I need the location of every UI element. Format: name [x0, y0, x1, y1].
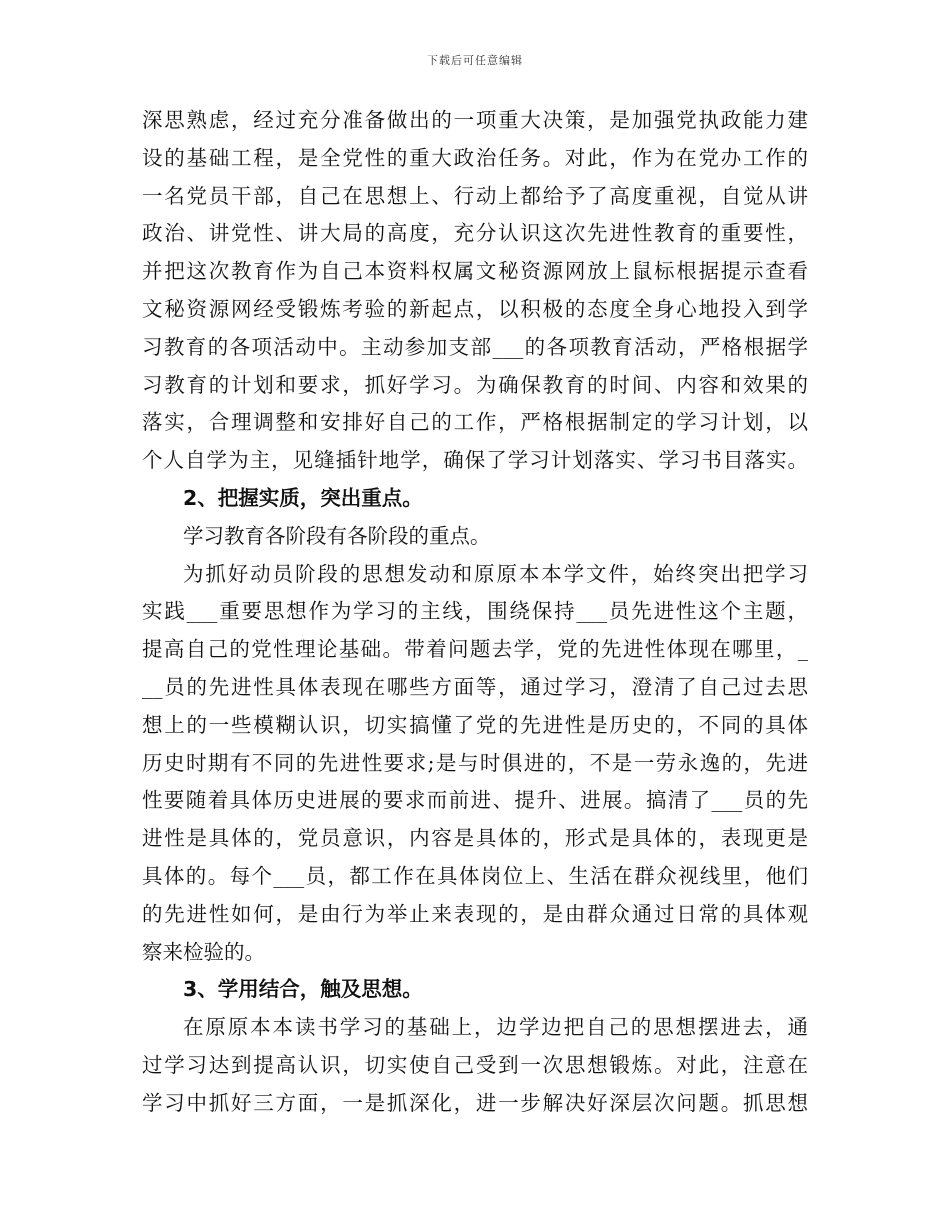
- paragraph-4: [142, 1009, 808, 1122]
- text-line: 文秘资源网经受锻炼考验的新起点，以积极的态度全身心地投入到学: [142, 296, 808, 321]
- text-line: 历史时期有不同的先进性要求;是与时俱进的，不是一劳永逸的，先进: [142, 750, 808, 775]
- section-heading-2: 2、把握实质，突出重点。: [183, 485, 423, 510]
- text-line: 实践___重要思想作为学习的主线，围绕保持___员先进性这个主题，: [142, 599, 808, 624]
- text-line: 具体的。每个___员，都工作在具体岗位上、生活在群众视线里，他们: [142, 863, 808, 888]
- paragraph-1: [142, 102, 808, 480]
- text-line: 想上的一些模糊认识，切实搞懂了党的先进性是历史的，不同的具体: [142, 712, 808, 737]
- text-line: 学习中抓好三方面，一是抓深化，进一步解决好深层次问题。抓思想: [142, 1090, 808, 1115]
- text-line: 为抓好动员阶段的思想发动和原原本本学文件，始终突出把学习: [183, 561, 808, 586]
- text-line: 习教育的计划和要求，抓好学习。为确保教育的时间、内容和效果的: [142, 372, 808, 397]
- text-line: 深思熟虑，经过充分准备做出的一项重大决策，是加强党执政能力建: [142, 108, 808, 132]
- text-line: 设的基础工程，是全党性的重大政治任务。对此，作为在党办工作的: [142, 145, 808, 170]
- text-line: 进性是具体的，党员意识，内容是具体的，形式是具体的，表现更是: [142, 826, 808, 851]
- section-heading-3: 3、学用结合，触及思想。: [183, 977, 423, 1002]
- text-line: 察来检验的。: [142, 939, 265, 964]
- text-line: 性要随着具体历史进展的要求而前进、提升、进展。搞清了___员的先: [142, 788, 808, 813]
- text-line: __员的先进性具体表现在哪些方面等，通过学习，澄清了自己过去思: [142, 674, 808, 699]
- text-line: 并把这次教育作为自己本资料权属文秘资源网放上鼠标根据提示查看: [142, 259, 808, 284]
- text-line: 落实，合理调整和安排好自己的工作，严格根据制定的学习计划，以: [142, 410, 808, 435]
- text-line: 过学习达到提高认识，切实使自己受到一次思想锻炼。对此，注意在: [142, 1052, 808, 1077]
- text-line: 提高自己的党性理论基础。带着问题去学，党的先进性体现在哪里，_: [142, 637, 808, 662]
- text-line: 的先进性如何，是由行为举止来表现的，是由群众通过日常的具体观: [142, 901, 808, 926]
- text-line: 政治、讲党性、讲大局的高度，充分认识这次先进性教育的重要性，: [142, 221, 808, 246]
- text-line: 个人自学为主，见缝插针地学，确保了学习计划落实、学习书目落实。: [142, 448, 808, 473]
- text-line: 一名党员干部，自己在思想上、行动上都给予了高度重视，自觉从讲: [142, 183, 808, 208]
- text-line: 习教育的各项活动中。主动参加支部___的各项教育活动，严格根据学: [142, 334, 808, 359]
- text-line: 在原原本本读书学习的基础上，边学边把自己的思想摆进去，通: [183, 1015, 808, 1040]
- document-body: [142, 102, 808, 1123]
- paragraph-2: 学习教育各阶段有各阶段的重点。: [183, 523, 491, 548]
- page-header: 下载后可任意编辑: [427, 54, 523, 67]
- paragraph-3: [142, 556, 808, 972]
